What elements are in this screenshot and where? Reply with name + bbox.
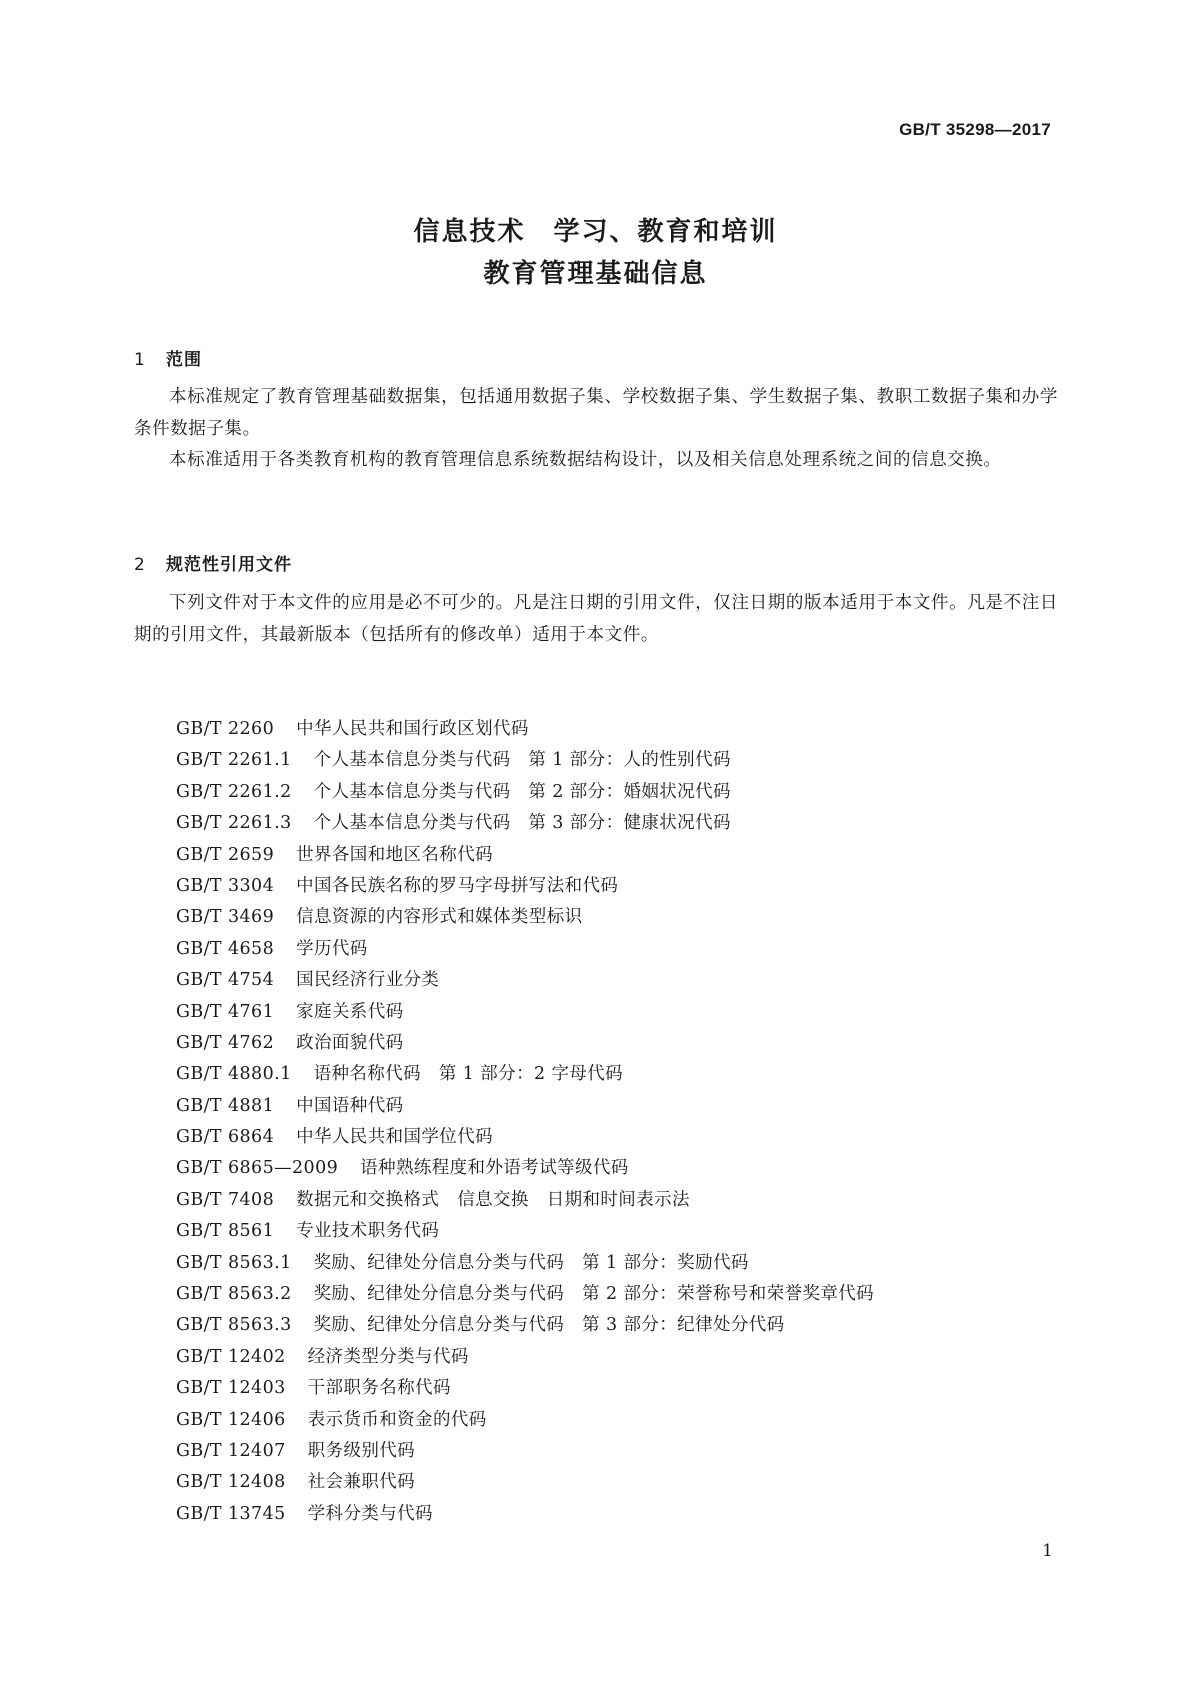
title-part-1: 信息技术: [413, 217, 526, 247]
reference-code: GB/T 8563.3: [176, 1315, 292, 1336]
reference-item: [176, 745, 874, 776]
reference-title: 干部职务名称代码: [307, 1378, 451, 1399]
reference-code: GB/T 4761: [176, 1001, 275, 1022]
reference-item: [176, 777, 874, 808]
reference-item: [176, 1091, 874, 1122]
reference-code: GB/T 2261.1: [176, 750, 292, 771]
reference-title: 个人基本信息分类与代码 第 1 部分：人的性别代码: [313, 750, 731, 771]
reference-title: 中国语种代码: [296, 1095, 404, 1116]
reference-item: [176, 808, 874, 839]
reference-item: [176, 1185, 874, 1216]
reference-item: [176, 1467, 874, 1498]
reference-title: 中华人民共和国学位代码: [296, 1127, 494, 1148]
reference-code: GB/T 2659: [176, 844, 275, 865]
reference-code: GB/T 12407: [176, 1440, 286, 1461]
reference-code: GB/T 12406: [176, 1409, 286, 1430]
reference-list: [176, 714, 874, 1530]
page-number: 1: [1042, 1541, 1053, 1561]
reference-title: 中华人民共和国行政区划代码: [296, 719, 529, 739]
reference-code: GB/T 2261.2: [176, 781, 292, 802]
section-2-number: 2: [134, 555, 146, 575]
reference-title: 学历代码: [296, 938, 368, 959]
reference-item: [176, 714, 874, 745]
reference-title: 专业技术职务代码: [296, 1221, 440, 1242]
reference-item: [176, 1248, 874, 1279]
standard-number: GB/T 35298—2017: [899, 120, 1051, 139]
document-title: [0, 211, 1191, 295]
reference-item: [176, 1499, 874, 1530]
reference-code: GB/T 3304: [176, 875, 275, 896]
section-2-intro: 下列文件对于本文件的应用是必不可少的。凡是注日期的引用文件，仅注日期的版本适用于本文件。凡是不注日期的引用文件，其最新版本（包括所有的修改单）适用于本文件。: [134, 593, 1058, 645]
reference-title: 语种名称代码 第 1 部分：2 字母代码: [313, 1064, 624, 1085]
reference-item: [176, 1310, 874, 1341]
reference-code: GB/T 2260: [176, 719, 275, 739]
reference-title: 个人基本信息分类与代码 第 2 部分：婚姻状况代码: [313, 781, 731, 802]
section-1-title: 范围: [166, 350, 202, 370]
reference-code: GB/T 6865—2009: [176, 1158, 339, 1179]
reference-title: 经济类型分类与代码: [307, 1346, 469, 1367]
reference-item: [176, 1342, 874, 1373]
reference-code: GB/T 13745: [176, 1503, 286, 1524]
reference-code: GB/T 8563.1: [176, 1252, 292, 1273]
reference-item: [176, 1216, 874, 1247]
reference-title: 职务级别代码: [307, 1440, 416, 1461]
reference-item: [176, 902, 874, 933]
reference-item: [176, 1279, 874, 1310]
reference-title: 表示货币和资金的代码: [307, 1409, 487, 1430]
reference-title: 学科分类与代码: [307, 1503, 433, 1524]
reference-code: GB/T 12402: [176, 1346, 286, 1367]
reference-title: 政治面貌代码: [296, 1032, 404, 1053]
reference-title: 数据元和交换格式 信息交换 日期和时间表示法: [296, 1189, 690, 1210]
reference-code: GB/T 3469: [176, 907, 275, 928]
reference-code: GB/T 7408: [176, 1189, 275, 1210]
reference-code: GB/T 4658: [176, 938, 275, 959]
reference-title: 国民经济行业分类: [296, 970, 440, 991]
reference-title: 奖励、纪律处分信息分类与代码 第 1 部分：奖励代码: [313, 1252, 749, 1273]
reference-title: 语种熟练程度和外语考试等级代码: [360, 1158, 629, 1179]
reference-title: 中国各民族名称的罗马字母拼写法和代码: [296, 875, 619, 896]
reference-code: GB/T 2261.3: [176, 813, 292, 834]
reference-title: 社会兼职代码: [307, 1472, 416, 1493]
reference-title: 世界各国和地区名称代码: [296, 844, 494, 865]
section-1-paragraph-1: 本标准规定了教育管理基础数据集，包括通用数据子集、学校数据子集、学生数据子集、教职工数据子集和办学条件数据子集。: [134, 387, 1058, 439]
reference-item: [176, 871, 874, 902]
reference-code: GB/T 6864: [176, 1127, 275, 1148]
section-2-title: 规范性引用文件: [166, 555, 292, 575]
reference-title: 个人基本信息分类与代码 第 3 部分：健康状况代码: [313, 813, 731, 834]
reference-code: GB/T 4762: [176, 1032, 275, 1053]
reference-title: 奖励、纪律处分信息分类与代码 第 3 部分：纪律处分代码: [313, 1315, 785, 1336]
reference-item: [176, 934, 874, 965]
reference-item: [176, 965, 874, 996]
reference-title: 家庭关系代码: [296, 1001, 404, 1022]
reference-item: [176, 997, 874, 1028]
section-1-paragraph-2: 本标准适用于各类教育机构的教育管理信息系统数据结构设计，以及相关信息处理系统之间的信息交换。: [169, 450, 1002, 470]
reference-item: [176, 1059, 874, 1090]
reference-code: GB/T 8561: [176, 1221, 275, 1242]
title-line-2: 教育管理基础信息: [483, 259, 708, 289]
reference-code: GB/T 8563.2: [176, 1284, 292, 1305]
reference-item: [176, 1405, 874, 1436]
reference-item: [176, 840, 874, 871]
reference-item: [176, 1122, 874, 1153]
reference-title: 奖励、纪律处分信息分类与代码 第 2 部分：荣誉称号和荣誉奖章代码: [313, 1284, 875, 1305]
reference-item: [176, 1436, 874, 1467]
section-1-number: 1: [134, 350, 146, 370]
reference-title: 信息资源的内容形式和媒体类型标识: [296, 907, 583, 928]
reference-code: GB/T 12408: [176, 1472, 286, 1493]
reference-item: [176, 1028, 874, 1059]
section-1-heading: [134, 345, 202, 370]
reference-code: GB/T 4754: [176, 970, 275, 991]
section-2-heading: [134, 550, 292, 575]
reference-item: [176, 1153, 874, 1184]
reference-code: GB/T 12403: [176, 1378, 286, 1399]
title-part-2: 学习、教育和培训: [553, 217, 778, 247]
reference-code: GB/T 4880.1: [176, 1064, 292, 1085]
reference-code: GB/T 4881: [176, 1095, 275, 1116]
reference-item: [176, 1373, 874, 1404]
